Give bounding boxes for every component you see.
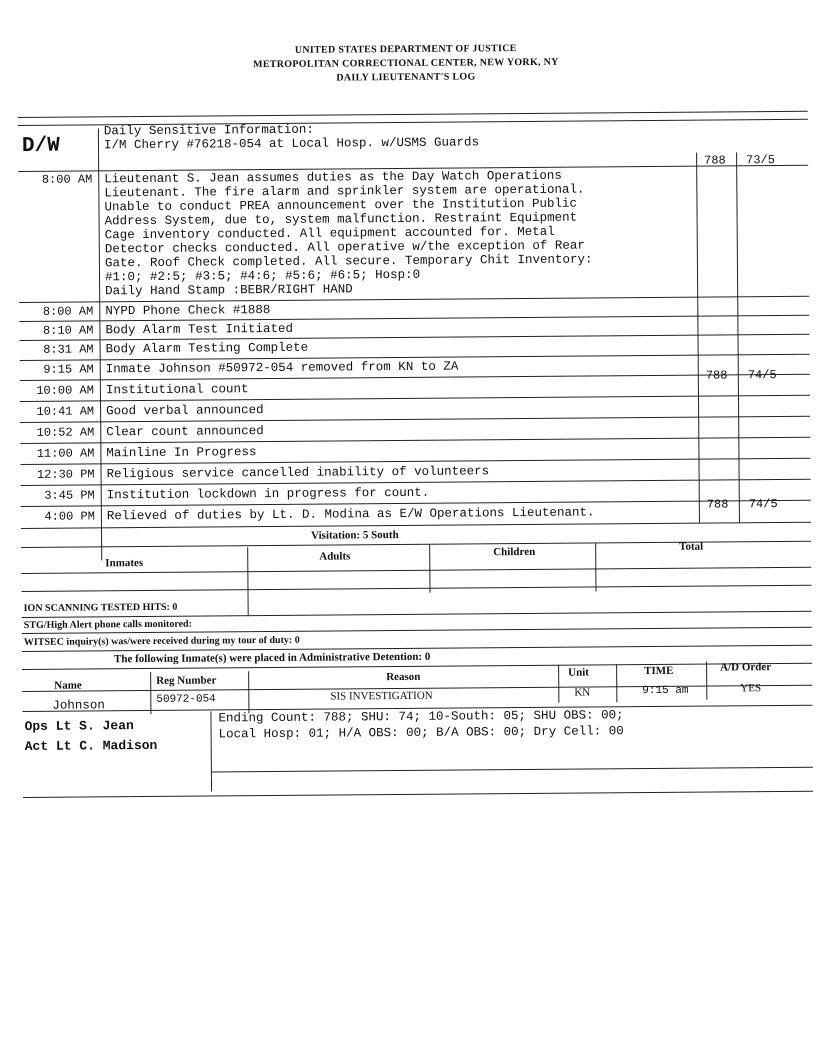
entry-time: 8:00 AM [41,172,93,187]
entry-time: 8:10 AM [42,323,94,338]
ad-row-reason: SIS INVESTIGATION [330,689,433,703]
entry-text-line: Lieutenant S. Jean assumes duties as the Day Watch Operations [104,168,562,187]
entry-text: Relieved of duties by Lt. D. Modina as E/W Operations Lieutenant. [106,505,595,524]
witsec-inquiry: WITSEC inquiry(s) was/were received during my tour of duty: 0 [23,634,300,648]
entry-time: 3:45 PM [44,488,95,503]
header-log-title: DAILY LIEUTENANT'S LOG [336,71,476,84]
entry-text: Institution lockdown in progress for count. [106,485,430,503]
entry-count: 788 [706,497,729,512]
ad-row-reg: 50972-054 [156,693,216,706]
entry-text: Clear count announced [106,424,264,440]
ending-count-line1: Ending Count: 788; SHU: 74; 10-South: 05; SHU OBS: 00; [218,708,624,726]
count-column-divider [696,153,700,523]
entry-text-line: Detector checks conducted. All operative w/the exception of Rear [104,238,585,257]
signature-divider [210,711,212,791]
acting-lieutenant-signature: Act Lt C. Madison [24,737,158,754]
rule [23,791,813,798]
entry-time: 8:00 AM [42,304,94,319]
admin-detention-title: The following Inmate(s) were placed in Administrative Detention: 0 [113,650,431,666]
entry-time: 10:41 AM [36,404,95,419]
sensitive-info-heading: Daily Sensitive Information: [103,122,314,139]
rule [21,585,811,592]
ion-scanning: ION SCANNING TESTED HITS: 0 [23,601,178,614]
entry-time: 9:15 AM [43,362,94,377]
rule [18,111,808,118]
ad-col-name: Name [54,679,82,692]
visitation-col-adults: Adults [319,550,351,563]
entry-text-line: Gate. Roof Check completed. All secure. Temporary Chit Inventory: [104,252,593,271]
ad-divider [616,664,617,702]
ad-divider [150,672,151,714]
entry-text: NYPD Phone Check #1888 [105,303,271,319]
entry-text-line: Address System, due to, system malfunction. Restraint Equipment [104,210,578,229]
sensitive-info-detail: I/M Cherry #76218-054 at Local Hosp. w/USMS Guards [103,135,480,153]
ops-lieutenant-signature: Ops Lt S. Jean [24,718,134,734]
shu-column-divider [736,152,740,522]
ad-row-name: Johnson [52,698,105,713]
entry-text: Institutional count [105,382,249,398]
entry-text: Inmate Johnson #50972-054 removed from KN to ZA [105,359,459,377]
ad-col-unit: Unit [568,666,589,679]
entry-shu: 74/5 [747,368,777,383]
visitation-divider [595,543,596,591]
visitation-col-total: Total [679,540,704,553]
rule [211,767,813,773]
ad-divider [248,671,249,713]
stg-high-alert: STG/High Alert phone calls monitored: [23,618,192,631]
entry-text: Body Alarm Test Initiated [105,321,294,338]
entry-text: Mainline In Progress [106,445,257,461]
ad-col-time: TIME [644,664,674,678]
visitation-col-children: Children [493,545,536,559]
ad-col-reason: Reason [386,670,421,684]
entry-shu: 73/5 [746,153,775,168]
entry-time: 11:00 AM [36,446,95,461]
ending-count-line2: Local Hosp: 01; H/A OBS: 00; B/A OBS: 00; Dry Cell: 00 [218,724,624,742]
entry-time: 10:52 AM [36,425,95,440]
visitation-divider [247,547,249,615]
entry-text: Body Alarm Testing Complete [105,340,309,357]
entry-text: Religious service cancelled inability of volunteers [106,464,490,482]
entry-time: 8:31 AM [43,342,94,357]
entry-text-line: Lieutenant. The fire alarm and sprinkler system are operational. [104,182,585,201]
entry-time: 12:30 PM [36,467,95,482]
entry-text-line: #1:0; #2:5; #3:5; #4:6; #5:6; #6:5; Hosp:0 [104,267,421,285]
entry-count: 788 [704,153,726,168]
entry-time: 10:00 AM [36,383,94,398]
ad-col-reg: Reg Number [156,674,217,687]
visitation-col-inmates: Inmates [105,557,144,570]
column-divider [98,128,102,560]
entry-text-line: Cage inventory conducted. All equipment accounted for. Metal [104,224,555,243]
entry-text-line: Unable to conduct PREA announcement over the Institution Public [104,196,578,215]
ad-col-order: A/D Order [720,661,772,674]
ad-row-unit: KN [574,686,591,699]
entry-time: 4:00 PM [44,509,95,524]
ad-divider [706,662,707,700]
shift-label: D/W [21,134,60,158]
ad-row-order: YES [740,682,762,695]
ad-divider [558,665,559,703]
header-facility: METROPOLITAN CORRECTIONAL CENTER, NEW YORK, NY [253,56,559,71]
header-agency: UNITED STATES DEPARTMENT OF JUSTICE [294,43,517,56]
ad-row-time: 9:15 am [642,684,689,698]
visitation-title: Visitation: 5 South [311,529,399,542]
entry-text-line: Daily Hand Stamp :BEBR/RIGHT HAND [105,282,353,299]
entry-shu: 74/5 [748,497,778,512]
entry-text: Good verbal announced [106,403,264,419]
entry-count: 788 [705,368,728,383]
